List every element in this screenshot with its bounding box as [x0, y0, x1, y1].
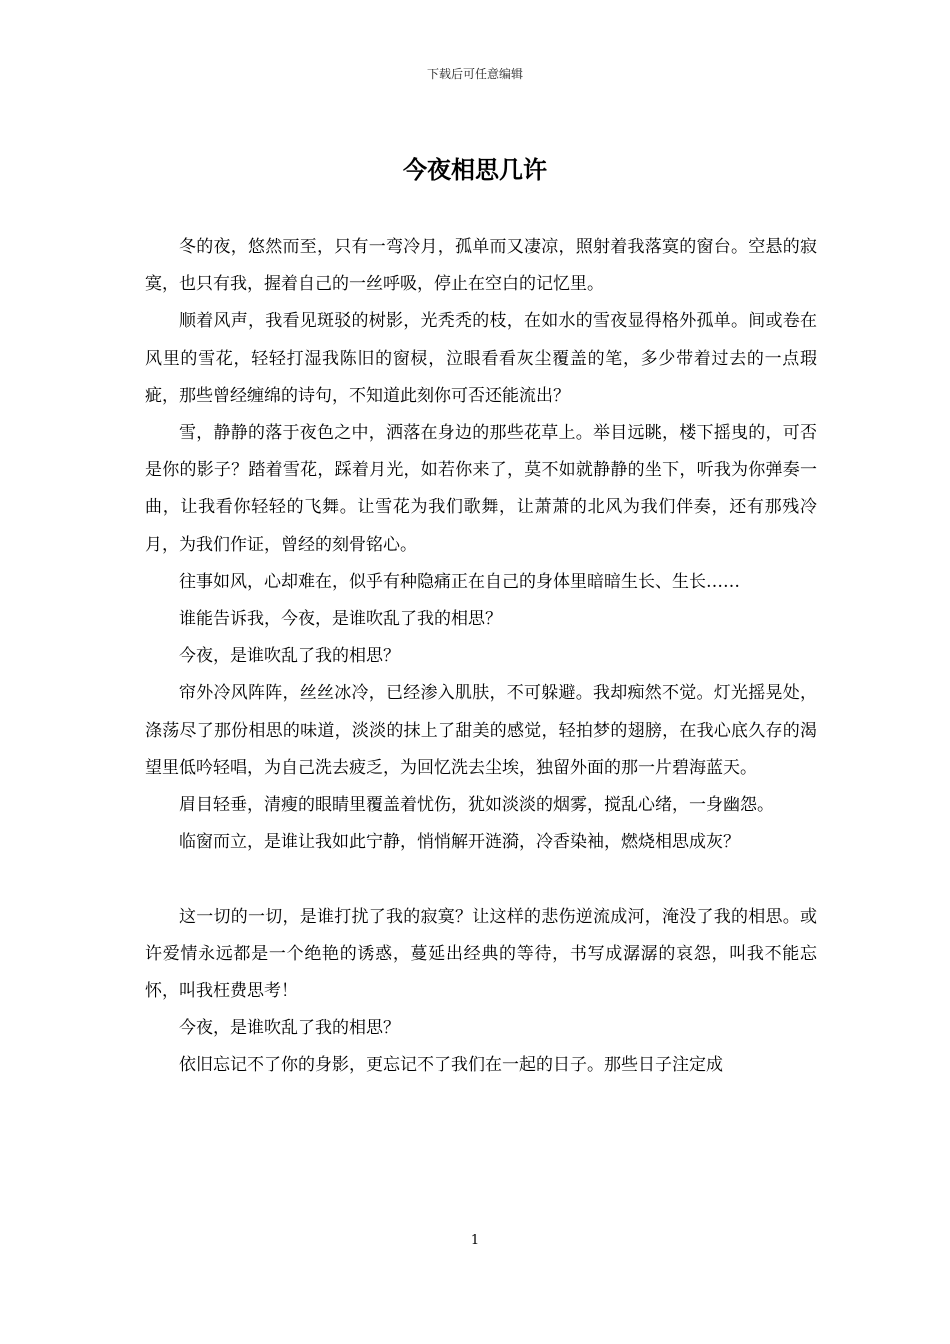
paragraph: 今夜，是谁吹乱了我的相思？ [179, 646, 400, 667]
header-note: 下载后可任意编辑 [426, 67, 523, 81]
paragraph: 这一切的一切，是谁打扰了我的寂寞？让这样的悲伤逆流成河，淹没了我的相思。或许爱情永远都是一个绝艳的诱惑，蔓延出经典的等待，书写成潺潺的哀怨，叫我不能忘怀，叫我枉费思考！ [145, 906, 817, 1002]
paragraph: 雪，静静的落于夜色之中，洒落在身边的那些花草上。举目远眺，楼下摇曳的，可否是你的影子？踏着雪花，踩着月光，如若你来了，莫不如就静静的坐下，听我为你弹奏一曲，让我看你轻轻的飞舞。让雪花为我们歌舞，让萧萧的北风为我们伴奏，还有那残冷月，为我们作证，曾经的刻骨铭心。 [145, 423, 817, 555]
paragraph: 依旧忘记不了你的身影，更忘记不了我们在一起的日子。那些日子注定成 [179, 1055, 723, 1076]
paragraph: 谁能告诉我，今夜，是谁吹乱了我的相思？ [179, 609, 502, 630]
page-number: 1 [470, 1233, 480, 1248]
paragraph: 临窗而立，是谁让我如此宁静，悄悄解开涟漪，冷香染袖，燃烧相思成灰？ [179, 832, 740, 853]
paragraph: 顺着风声，我看见斑驳的树影，光秃秃的枝，在如水的雪夜显得格外孤单。间或卷在风里的雪花，轻轻打湿我陈旧的窗棂，泣眼看看灰尘覆盖的笔，多少带着过去的一点瑕疵，那些曾经缠绵的诗句，不知道此刻你可否还能流出？ [145, 311, 817, 406]
paragraph: 今夜，是谁吹乱了我的相思？ [179, 1018, 400, 1039]
paragraph: 冬的夜，悠然而至，只有一弯冷月，孤单而又凄凉，照射着我落寞的窗台。空悬的寂寞，也只有我，握着自己的一丝呼吸，停止在空白的记忆里。 [145, 237, 817, 295]
document-body [145, 229, 817, 1085]
paragraph-spacer [145, 861, 817, 898]
paragraph: 眉目轻垂，清瘦的眼睛里覆盖着忧伤，犹如淡淡的烟雾，搅乱心绪，一身幽怨。 [179, 795, 774, 816]
document-title: 今夜相思几许 [403, 155, 547, 184]
paragraph: 帘外冷风阵阵，丝丝冰冷，已经渗入肌肤，不可躲避。我却痴然不觉。灯光摇晃处，涤荡尽了那份相思的味道，淡淡的抹上了甜美的感觉，轻拍梦的翅膀，在我心底久存的渴望里低吟轻唱，为自己洗去疲乏，为回忆洗去尘埃，独留外面的那一片碧海蓝天。 [145, 683, 817, 778]
paragraph: 往事如风，心却难在，似乎有种隐痛正在自己的身体里暗暗生长、生长…… [179, 571, 740, 592]
